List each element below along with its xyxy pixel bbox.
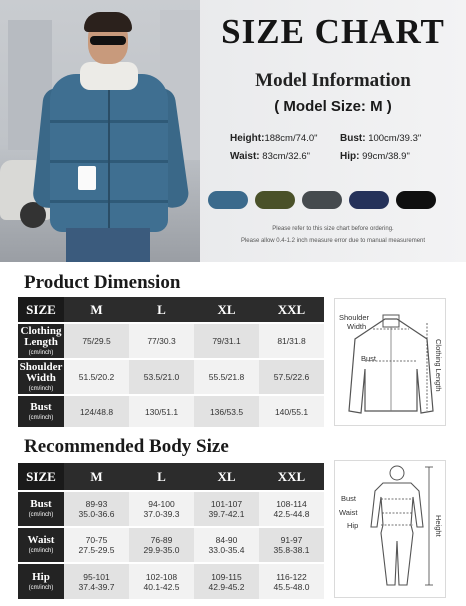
table-cell: 89-93 35.0-36.6	[64, 491, 129, 527]
diagram-label-height: Height	[434, 515, 443, 537]
color-swatch-blue[interactable]	[208, 191, 248, 209]
model-size: ( Model Size: M )	[274, 98, 392, 115]
table-header-row	[18, 463, 324, 491]
column-header: SIZE	[18, 297, 64, 323]
diagram-label-length: Clothing Length	[434, 339, 443, 392]
table-cell: 91-97 35.8-38.1	[259, 527, 324, 563]
body-measure-diagram	[334, 460, 446, 598]
table-cell: 101-107 39.7-42.1	[194, 491, 259, 527]
table-cell: 57.5/22.6	[259, 359, 324, 395]
body-size-title: Recommended Body Size	[24, 436, 229, 457]
model-hair	[84, 12, 132, 32]
row-label: Clothing Length (cm/inch)	[18, 323, 64, 359]
diagram-label-width: Width	[347, 322, 367, 331]
spec-hip: Hip: 99cm/38.9"	[340, 151, 410, 162]
table-cell: 79/31.1	[194, 323, 259, 359]
table-row	[18, 323, 324, 359]
jacket-zipper	[108, 80, 110, 230]
diagram-label-hip: Hip	[347, 521, 359, 530]
table-cell: 70-75 27.5-29.5	[64, 527, 129, 563]
table-cell: 94-100 37.0-39.3	[129, 491, 194, 527]
note-error: Please allow 0.4-1.2 inch measure error due to manual measurement	[240, 238, 426, 244]
table-cell: 140/55.1	[259, 395, 324, 427]
color-swatch-black[interactable]	[396, 191, 436, 209]
table-cell: 109-115 42.9-45.2	[194, 563, 259, 599]
color-swatch-navy[interactable]	[349, 191, 389, 209]
model-info-heading: Model Information	[255, 70, 411, 91]
table-header-row	[18, 297, 324, 323]
column-header: XL	[194, 463, 259, 491]
column-header: XL	[194, 297, 259, 323]
column-header: SIZE	[18, 463, 64, 491]
table-cell: 53.5/21.0	[129, 359, 194, 395]
spec-bust: Bust: 100cm/39.3"	[340, 133, 422, 144]
product-dimension-title: Product Dimension	[24, 272, 181, 293]
model-collar	[80, 62, 138, 90]
table-cell: 84-90 33.0-35.4	[194, 527, 259, 563]
table-row	[18, 359, 324, 395]
page-title: SIZE CHART	[221, 12, 445, 51]
body-size-table	[18, 463, 324, 599]
diagram-label-bust: Bust	[361, 354, 377, 363]
column-header: L	[129, 463, 194, 491]
table-cell: 81/31.8	[259, 323, 324, 359]
table-cell: 76-89 29.9-35.0	[129, 527, 194, 563]
column-header: L	[129, 297, 194, 323]
model-sunglasses	[90, 36, 126, 45]
model-photo	[36, 10, 196, 262]
coffee-cup	[78, 166, 96, 190]
row-label: Bust (cm/inch)	[18, 491, 64, 527]
product-dimension-table	[18, 297, 324, 427]
body-outline-icon	[335, 461, 447, 599]
column-header: XXL	[259, 463, 324, 491]
row-label: Shoulder Width (cm/inch)	[18, 359, 64, 395]
row-label: Bust (cm/inch)	[18, 395, 64, 427]
header-banner	[0, 0, 466, 262]
diagram-label-bust: Bust	[341, 494, 357, 503]
table-cell: 108-114 42.5-44.8	[259, 491, 324, 527]
table-row	[18, 527, 324, 563]
table-row	[18, 491, 324, 527]
table-row	[18, 395, 324, 427]
color-swatches	[208, 191, 438, 209]
color-swatch-gray[interactable]	[302, 191, 342, 209]
table-cell: 130/51.1	[129, 395, 194, 427]
table-cell: 124/48.8	[64, 395, 129, 427]
table-cell: 136/53.5	[194, 395, 259, 427]
diagram-label-shoulder: Shoulder	[339, 313, 370, 322]
column-header: M	[64, 297, 129, 323]
jacket-measure-diagram	[334, 298, 446, 426]
row-label: Hip (cm/inch)	[18, 563, 64, 599]
table-cell: 116-122 45.5-48.0	[259, 563, 324, 599]
table-cell: 55.5/21.8	[194, 359, 259, 395]
model-jeans	[66, 228, 150, 262]
diagram-label-waist: Waist	[339, 508, 358, 517]
spec-waist: Waist: 83cm/32.6"	[230, 151, 311, 162]
color-swatch-olive[interactable]	[255, 191, 295, 209]
table-row	[18, 563, 324, 599]
table-cell: 77/30.3	[129, 323, 194, 359]
column-header: M	[64, 463, 129, 491]
table-cell: 51.5/20.2	[64, 359, 129, 395]
row-label: Waist (cm/inch)	[18, 527, 64, 563]
table-cell: 95-101 37.4-39.7	[64, 563, 129, 599]
column-header: XXL	[259, 297, 324, 323]
spec-height: Height:188cm/74.0"	[230, 133, 318, 144]
table-cell: 75/29.5	[64, 323, 129, 359]
note-refer: Please refer to this size chart before ordering.	[272, 226, 394, 232]
table-cell: 102-108 40.1-42.5	[129, 563, 194, 599]
